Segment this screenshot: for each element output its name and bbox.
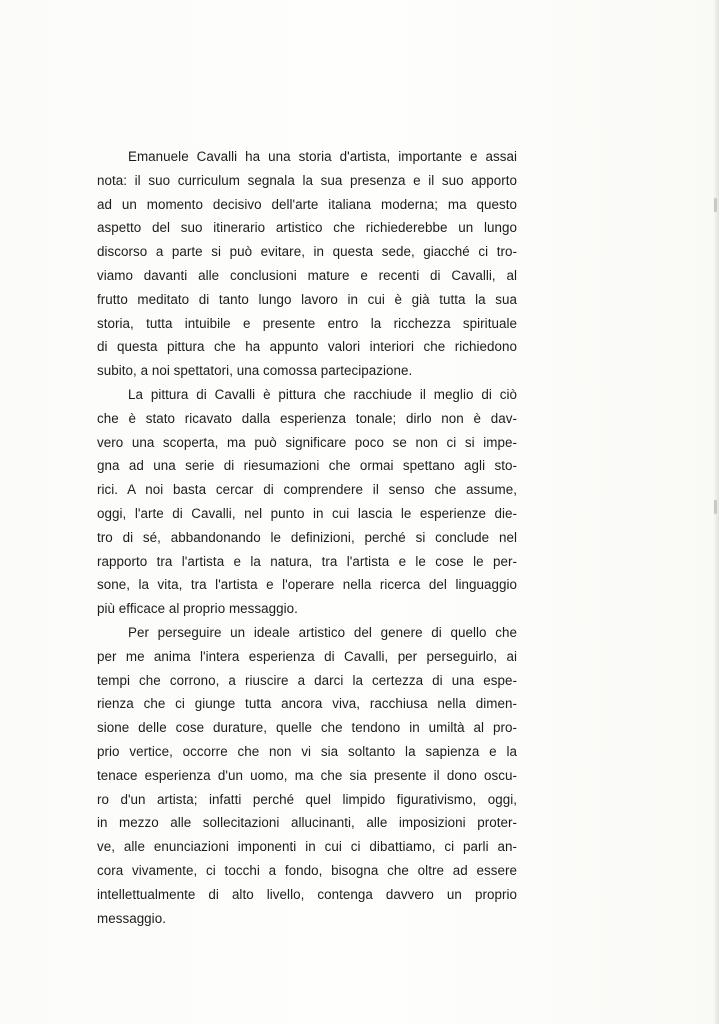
text-line: rienza che ci giunge tutta ancora viva, racchiusa nella dimen- <box>97 696 517 712</box>
text-line: di questa pittura che ha appunto valori interiori che richiedono <box>97 339 517 355</box>
text-line: viamo davanti alle conclusioni mature e recenti di Cavalli, al <box>97 267 517 283</box>
text-line: cora vivamente, ci tocchi a fondo, bisogna che oltre ad essere <box>97 862 517 878</box>
text-line: più efficace al proprio messaggio. <box>97 601 298 617</box>
text-line: Emanuele Cavalli ha una storia d'artista, importante e assai <box>128 149 517 164</box>
text-line: in mezzo alle sollecitazioni allucinanti, alle imposizioni proter- <box>97 815 517 831</box>
text-line: ad un momento decisivo dell'arte italiana moderna; ma questo <box>97 196 517 212</box>
text-line: vero una scoperta, ma può significare poco se non ci si impe- <box>97 434 517 450</box>
text-line: frutto meditato di tanto lungo lavoro in cui è già tutta la sua <box>97 291 517 307</box>
paragraph <box>97 383 517 621</box>
text-line: per me anima l'intera esperienza di Cavalli, per perseguirlo, ai <box>97 648 517 664</box>
text-line: prio vertice, occorre che non vi sia soltanto la sapienza e la <box>97 743 517 759</box>
text-line: sione delle cose durature, quelle che tendono in umiltà al pro- <box>97 720 517 736</box>
text-line: subito, a noi spettatori, una comossa partecipazione. <box>97 363 413 379</box>
text-line: rici. A noi basta cercar di comprendere il senso che assume, <box>97 482 517 498</box>
paragraph <box>97 145 517 383</box>
binding-mark <box>714 500 717 514</box>
text-line: che è stato ricavato dalla esperienza tonale; dirlo non è dav- <box>97 410 517 426</box>
binding-mark <box>714 198 717 212</box>
text-line: La pittura di Cavalli è pittura che racchiude il meglio di ciò <box>128 386 517 402</box>
text-line: tempi che corrono, a riuscire a darci la certezza di una espe- <box>97 672 517 688</box>
text-line: tro di sé, abbandonando le definizioni, perché si conclude nel <box>97 529 517 545</box>
text-line: messaggio. <box>97 910 166 926</box>
text-line: ro d'un artista; infatti perché quel limpido figurativismo, oggi, <box>97 791 517 807</box>
text-line: discorso a parte si può evitare, in questa sede, giacché ci tro- <box>97 244 517 260</box>
text-line: Per perseguire un ideale artistico del genere di quello che <box>128 624 517 640</box>
text-line: intellettualmente di alto livello, contenga davvero un proprio <box>97 886 517 902</box>
text-line: aspetto del suo itinerario artistico che richiederebbe un lungo <box>97 220 517 236</box>
text-line: rapporto tra l'artista e la natura, tra l'artista e le cose le per- <box>97 553 517 569</box>
text-line: gna ad una serie di riesumazioni che ormai spettano agli sto- <box>97 458 517 474</box>
text-line: sone, la vita, tra l'artista e l'operare nella ricerca del linguaggio <box>97 577 517 593</box>
text-line: nota: il suo curriculum segnala la sua presenza e il suo apporto <box>97 172 517 188</box>
text-line: tenace esperienza d'un uomo, ma che sia presente il dono oscu- <box>97 767 517 783</box>
paragraph <box>97 621 517 930</box>
text-line: oggi, l'arte di Cavalli, nel punto in cui lascia le esperienze die- <box>97 505 517 521</box>
text-line: ve, alle enunciazioni imponenti in cui ci dibattiamo, ci parli an- <box>97 839 517 855</box>
text-line: storia, tutta intuibile e presente entro la ricchezza spirituale <box>97 315 517 331</box>
body-text <box>97 145 517 930</box>
